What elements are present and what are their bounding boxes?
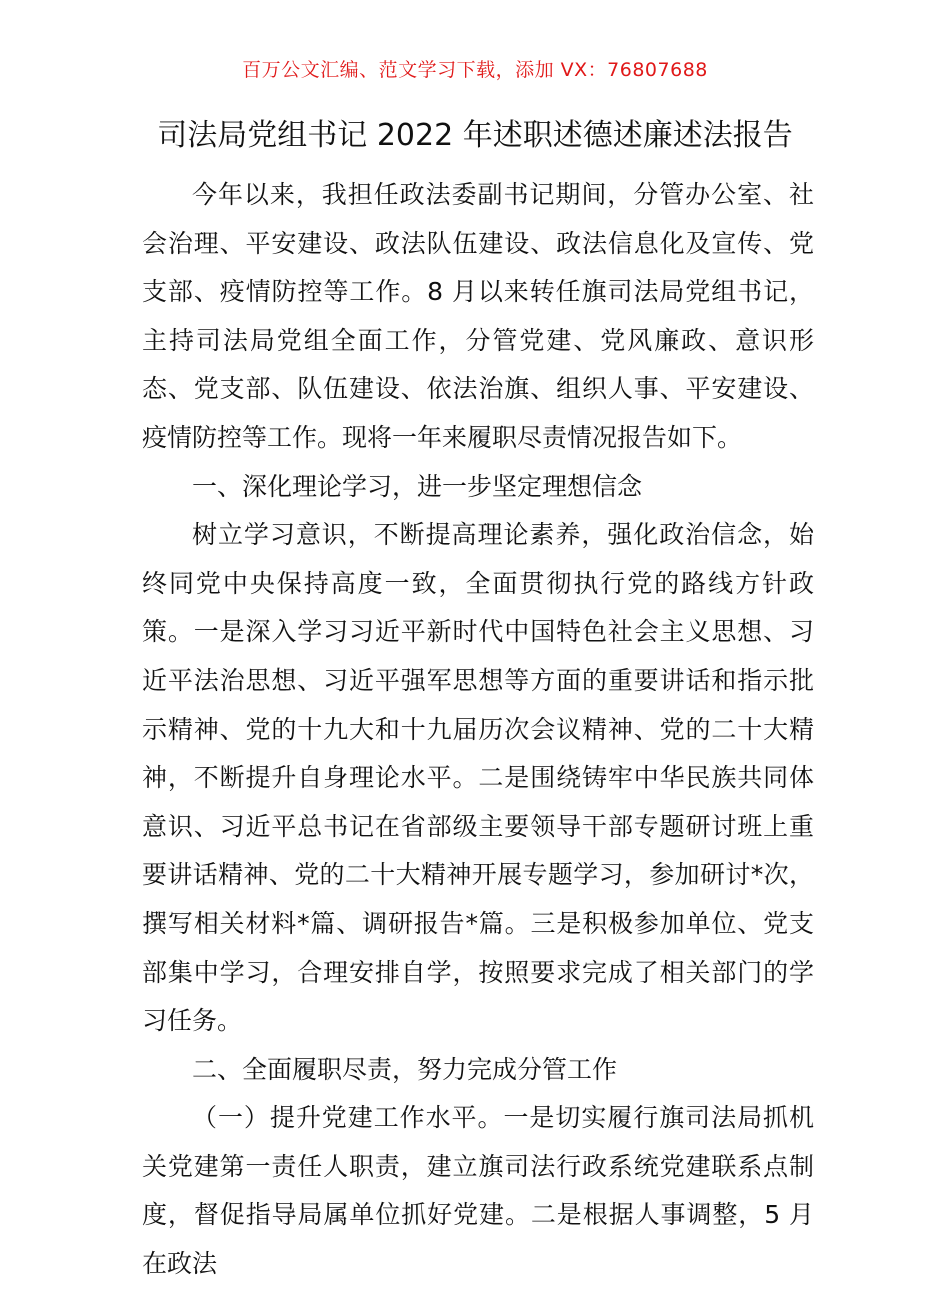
watermark-banner: 百万公文汇编、范文学习下载，添加 VX：76807688 <box>242 59 708 81</box>
paragraph-party-building: （一）提升党建工作水平。一是切实履行旗司法局抓机关党建第一责任人职责，建立旗司法行政系统党建联系点制度，督促指导局属单位抓好党建。二是根据人事调整，5 月在政法 <box>142 1103 814 1279</box>
section-heading-1: 一、深化理论学习，进一步坚定理想信念 <box>192 471 643 501</box>
document-title: 司法局党组书记 2022 年述职述德述廉述法报告 <box>157 118 793 153</box>
paragraph-theory-study: 树立学习意识，不断提高理论素养，强化政治信念，始终同党中央保持高度一致，全面贯彻执行党的路线方针政策。一是深入学习习近平新时代中国特色社会主义思想、习近平法治思想、习近平强军思想等方面的重要讲话和指示批示精神、党的十九大和十九届历次会议精神、党的二十大精神，不断提升自身理论水平。二是围绕铸牢中华民族共同体意识、习近平总书记在省部级主要领导干部专题研讨班上重要讲话精神、党的二十大精神开展专题学习，参加研讨*次，撰写相关材料*篇、调研报告*篇。三是积极参加单位、党支部集中学习，合理安排自学，按照要求完成了相关部门的学习任务。 <box>142 520 814 1036</box>
section-heading-2: 二、全面履职尽责，努力完成分管工作 <box>192 1054 618 1084</box>
paragraph-intro: 今年以来，我担任政法委副书记期间，分管办公室、社会治理、平安建设、政法队伍建设、政法信息化及宣传、党支部、疫情防控等工作。8 月以来转任旗司法局党组书记，主持司法局党组全面工作，分管党建、党风廉政、意识形态、党支部、队伍建设、依法治旗、组织人事、平安建设、疫情防控等工作。现将一年来履职尽责情况报告如下。 <box>142 180 814 452</box>
document-body <box>142 171 814 1289</box>
